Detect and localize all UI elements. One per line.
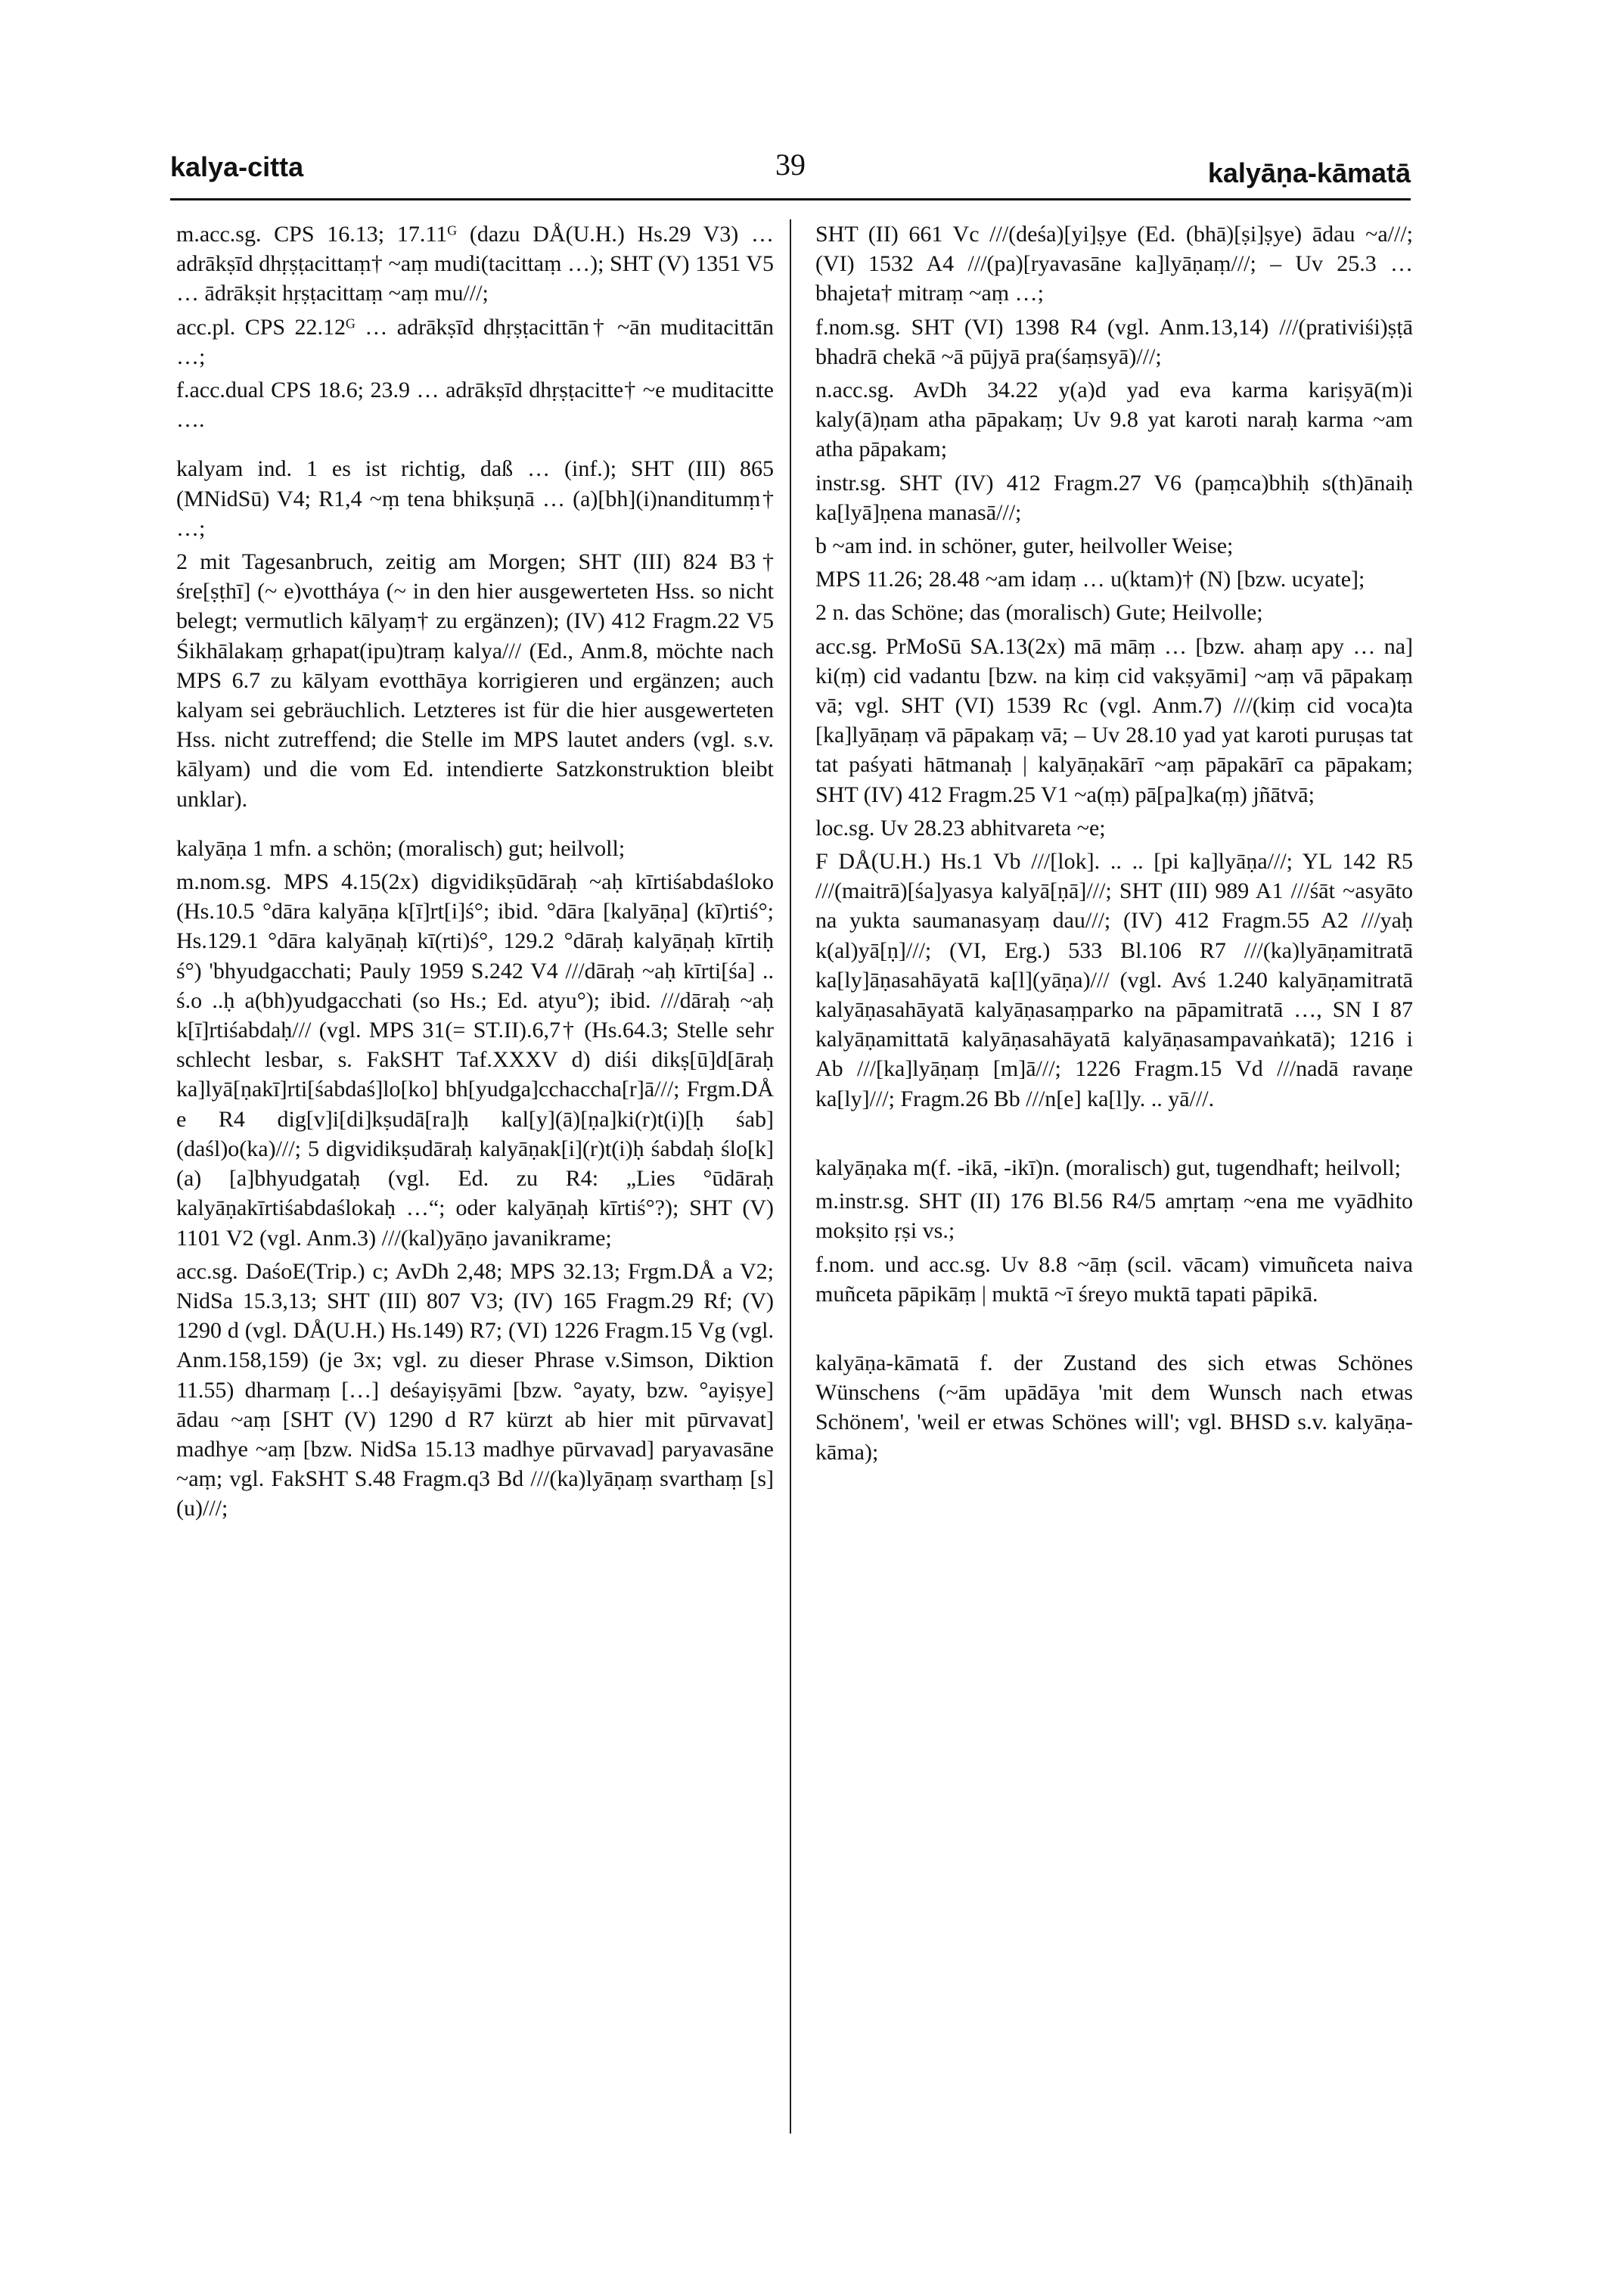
running-head-left: kalya-citta — [170, 151, 304, 182]
entry-paragraph: m.instr.sg. SHT (II) 176 Bl.56 R4/5 amṛtaṃ ~ena me vyādhito mokṣito ṛṣi vs.; — [815, 1189, 1413, 1244]
entry-paragraph: n.acc.sg. AvDh 34.22 y(a)d yad eva karma kariṣyā(m)i kaly(ā)ṇam atha pāpakaṃ; Uv 9.8 yat karoti naraḥ karma ~am atha pāpakam; — [815, 378, 1413, 462]
entry-paragraph: b ~am ind. in schöner, guter, heilvoller Weise; — [815, 533, 1234, 559]
entry-paragraph: loc.sg. Uv 28.23 abhitvareta ~e; — [815, 815, 1106, 841]
running-head-right: kalyāṇa-kāmatā — [1207, 157, 1411, 188]
header-rule — [170, 198, 1411, 200]
page-header — [170, 148, 1411, 204]
entry-kalyana: kalyāṇa 1 mfn. a schön; (moralisch) gut; heilvoll; — [176, 835, 626, 861]
entry-paragraph: acc.sg. DaśoE(Trip.) c; AvDh 2,48; MPS 32.13; Frgm.DÅ a V2; NidSa 15.3,13; SHT (III) 807 V3; (IV) 165 Fragm.29 Rf; (V) 1290 d (vgl. DÅ(U.H.) Hs.149) R7; (VI) 1226 Fragm.15 Vg (vgl. Anm.158,159) (je 3x; vgl. zu dieser Phrase v.Simson, Diktion 11.55) dharmaṃ […] deśayiṣyāmi [bzw. °ayaty, bzw. °ayiṣye] ādau ~aṃ [SHT (V) 1290 d R7 kürzt ab hier mit pūrvavat] madhye ~aṃ [bzw. NidSa 15.13 madhye pūrvavad] paryavasāne ~aṃ; vgl. FakSHT S.48 Fragm.q3 Bd ///(ka)lyāṇaṃ svarthaṃ [s](u)///; — [176, 1258, 774, 1521]
entry-paragraph: SHT (II) 661 Vc ///(deśa)[yi]ṣye (Ed. (bhā)[ṣi]ṣye) ādau ~a///; (VI) 1532 A4 ///(pa)[ryavasāne ka]lyāṇaṃ///; – Uv 25.3 … bhajeta† mitraṃ ~aṃ …; — [815, 222, 1413, 306]
entry-paragraph: 2 mit Tagesanbruch, zeitig am Morgen; SHT (III) 824 B3† śre[ṣṭhī] (~ e)vottháya (~ in den hier ausgewerteten Hss. so nicht belegt; vermutlich kālyaṃ† zu ergänzen); (IV) 412 Fragm.22 V5 Śikhālakaṃ gṛhapat(ipu)traṃ kalya/// (Ed., Anm.8, möchte nach MPS 6.7 zu kālyam evotthāya korrigieren und ergänzen; auch kalyam sei gebräuchlich. Letzteres ist für die hier ausgewerteten Hss. nicht zutreffend; die Stelle im MPS lautet anders (vgl. s.v. kālyam) und die vom Ed. intendierte Satzkonstruktion bleibt unklar). — [176, 549, 774, 812]
entry-paragraph: f.nom. und acc.sg. Uv 8.8 ~āṃ (scil. vācam) vimuñceta naiva muñceta pāpikāṃ | muktā ~ī śreyo muktā tapati pāpikā. — [815, 1251, 1413, 1307]
page-number: 39 — [775, 148, 806, 182]
entry-kalyana-kamata: kalyāṇa-kāmatā f. der Zustand des sich etwas Schönes Wünschens (~ām upādāya 'mit dem Wunsch nach etwas Schönem', 'weil er etwas Schönes will'; vgl. BHSD s.v. kalyāṇa-kāma); — [815, 1350, 1413, 1465]
entry-kalyam: kalyam ind. 1 es ist richtig, daß … (inf.); SHT (III) 865 (MNidSū) V4; R1,4 ~ṃ tena bhikṣuṇā … (a)[bh](i)nanditumṃ† …; — [176, 456, 774, 541]
entry-paragraph: acc.pl. CPS 22.12ᴳ … adrākṣīd dhṛṣṭacittān† ~ān muditacittān …; — [176, 314, 774, 369]
column-divider — [790, 219, 791, 2134]
right-column — [815, 219, 1413, 1471]
entry-paragraph: m.acc.sg. CPS 16.13; 17.11ᴳ (dazu DÅ(U.H.) Hs.29 V3) … adrākṣīd dhṛṣṭacittaṃ† ~aṃ mudi(tacittaṃ …); SHT (V) 1351 V5 … ādrākṣit hṛṣṭacittaṃ ~aṃ mu///; — [176, 222, 774, 306]
entry-paragraph: instr.sg. SHT (IV) 412 Fragm.27 V6 (paṃca)bhiḥ s(th)ānaiḥ ka[lyā]ṇena manasā///; — [815, 470, 1413, 525]
entry-paragraph: acc.sg. PrMoSū SA.13(2x) mā māṃ … [bzw. ahaṃ apy … na] ki(ṃ) cid vadantu [bzw. na kiṃ cid vakṣyāmi] ~aṃ vā pāpakaṃ vā; vgl. SHT (VI) 1539 Rc (vgl. Anm.7) ///(kiṃ cid voca)ta [ka]lyāṇaṃ vā pāpakaṃ vā; – Uv 28.10 yad yat karoti puruṣas tat tat paśyati hātmanaḥ | kalyāṇakārī ~aṃ pāpakārī ca pāpakam; SHT (IV) 412 Fragm.25 V1 ~a(ṃ) pā[pa]ka(ṃ) jñātvā; — [815, 633, 1413, 807]
entry-paragraph: F DÅ(U.H.) Hs.1 Vb ///[lok]. .. .. [pi ka]lyāṇa///; YL 142 R5 ///(maitrā)[śa]yasya kalyā[ṇā]///; SHT (III) 989 A1 ///śāt ~asyāto na yukta saumanasyaṃ dau///; (IV) 412 Fragm.55 A2 ///yaḥ k(al)yā[ṇ]///; (VI, Erg.) 533 Bl.106 R7 ///(ka)lyāṇamitratā ka[ly]āṇasahāyatā ka[l](yāṇa)/// (vgl. Avś 1.240 kalyāṇamitratā kalyāṇasahāyatā kalyāṇasaṃparko na pāpamitratā …, SN I 87 kalyāṇamittatā kalyāṇasahāyatā kalyāṇasampavaṅkatā); 1216 i Ab ///[ka]lyāṇaṃ [m]ā///; 1226 Fragm.15 Vd ///nadā ravaṇe ka[ly]///; Fragm.26 Bb ///n[e] ka[l]y. .. yā///. — [815, 849, 1413, 1111]
entry-paragraph: f.nom.sg. SHT (VI) 1398 R4 (vgl. Anm.13,14) ///(prativiśi)ṣṭā bhadrā chekā ~ā pūjyā pra(śaṃsyā)///; — [815, 314, 1413, 369]
entry-paragraph: m.nom.sg. MPS 4.15(2x) digvidikṣūdāraḥ ~aḥ kīrtiśabdaśloko (Hs.10.5 °dāra kalyāṇa k[ī]rt[i]ś°; ibid. °dāra [kalyāṇa] (kī)rtiś°; Hs.129.1 °dāra kalyāṇaḥ kī(rti)ś°, 129.2 °dāraḥ kalyāṇaḥ kīrtiḥ ś°) 'bhyudgacchati; Pauly 1959 S.242 V4 ///dāraḥ ~aḥ kīrti[śa] .. ś.o ..ḥ a(bh)yudgacchati (so Hs.; Ed. atyu°); ibid. ///dāraḥ ~aḥ k[ī]rtiśabdaḥ/// (vgl. MPS 31(= ST.II).6,7† (Hs.64.3; Stelle sehr schlecht lesbar, s. FakSHT Taf.XXXV d) diśi dikṣ[ū]d[āraḥ ka]lyā[ṇakī]rti[śabdaś]lo[ko] bh[yudga]cchaccha[r]ā///; Frgm.DÅ e R4 dig[v]i[di]kṣudā[ra]ḥ kal[y](ā)[ṇa]ki(r)t(i)[ḥ śab](daśl)o(ka)///; 5 digvidikṣudāraḥ kalyāṇak[i](r)t(i)ḥ śabdaḥ ślo[k](a) [a]bhyudgataḥ (vgl. Ed. zu R4: „Lies °ūdāraḥ kalyāṇakīrtiśabdaślokaḥ …“; oder kalyāṇaḥ kīrtiś°?); SHT (V) 1101 V2 (vgl. Anm.3) ///(kal)yāṇo javanikrame; — [176, 869, 774, 1251]
entry-paragraph: 2 n. das Schöne; das (moralisch) Gute; Heilvolle; — [815, 600, 1263, 626]
entry-kalyanaka: kalyāṇaka m(f. -ikā, -ikī)n. (moralisch) gut, tugendhaft; heilvoll; — [815, 1155, 1401, 1180]
entry-paragraph: f.acc.dual CPS 18.6; 23.9 … adrākṣīd dhṛṣṭacitte† ~e muditacitte …. — [176, 378, 774, 433]
left-column — [176, 219, 774, 1528]
entry-paragraph: MPS 11.26; 28.48 ~am idaṃ … u(ktam)† (N) [bzw. ucyate]; — [815, 567, 1365, 592]
